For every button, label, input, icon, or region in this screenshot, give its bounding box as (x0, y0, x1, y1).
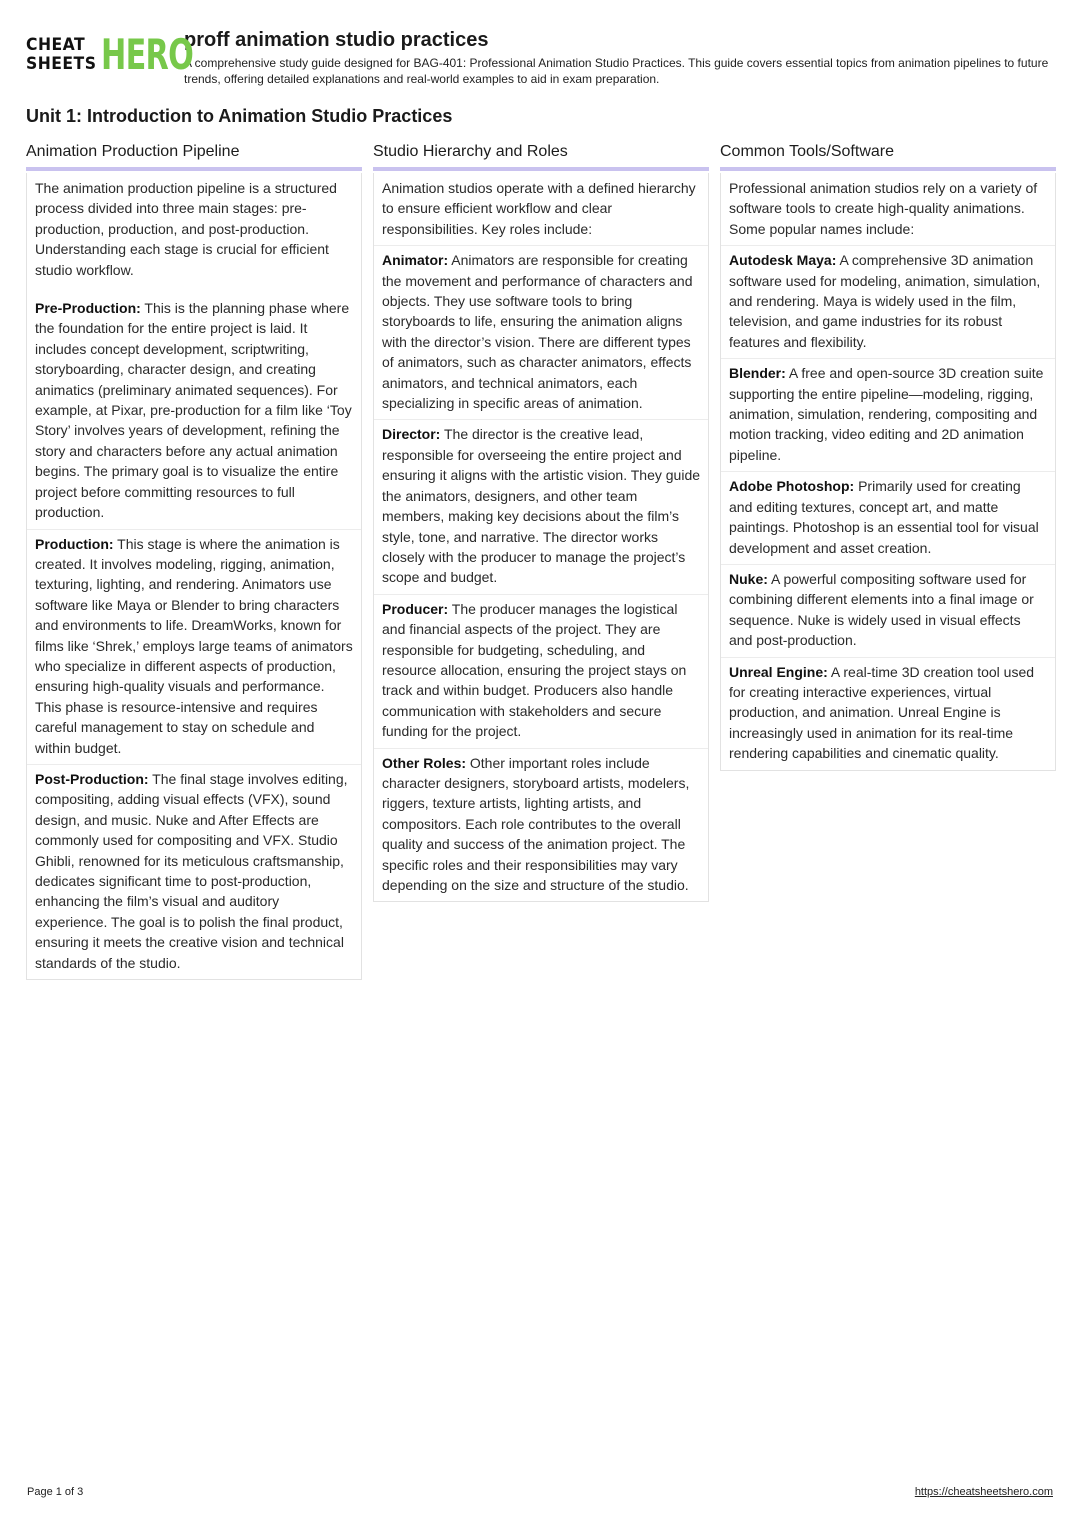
logo-text-sheets: SHEETS (26, 54, 97, 74)
columns (26, 141, 1056, 980)
page-description: A comprehensive study guide designed for BAG-401: Professional Animation Studio Practices. This guide covers essential topics from animation pipelines to future trends, offering detailed explanations and real-world examples to aid in exam preparation. (184, 56, 1049, 86)
section-intro: Animation studios operate with a defined hierarchy to ensure efficient workflow and clear responsibilities. Key roles include: (382, 180, 696, 237)
item-term: Blender: (729, 365, 786, 382)
section-item (27, 764, 361, 979)
section-item (374, 594, 708, 748)
logo-text-hero: HERO (100, 30, 193, 79)
cheatsheetshero-logo[interactable] (26, 28, 193, 82)
column-heading: Studio Hierarchy and Roles (373, 141, 709, 171)
item-term: Production: (35, 535, 114, 552)
item-text: The producer manages the logistical and financial aspects of the project. They are responsible for budgeting, scheduling, and resource allocation, ensuring the project stays on track and within budget. Producers also handle communication with stakeholders and secure funding for the project. (382, 600, 687, 740)
logo-text-cheat: CHEAT (26, 35, 86, 55)
item-term: Nuke: (729, 570, 768, 587)
item-term: Other Roles: (382, 754, 467, 771)
section-item (721, 245, 1055, 358)
item-text: A free and open-source 3D creation suite supporting the entire pipeline—modeling, rigging, animation, simulation, rendering, compositing and motion tracking, video editing and 2D animation pipeline. (729, 365, 1044, 463)
page-title: proff animation studio practices (184, 29, 489, 51)
column-heading: Common Tools/Software (720, 141, 1056, 171)
section-item (721, 564, 1055, 657)
column-hierarchy (373, 141, 709, 902)
header-text (184, 28, 1056, 87)
page-header (26, 28, 1056, 87)
item-term: Autodesk Maya: (729, 252, 837, 269)
item-text: A comprehensive 3D animation software used for modeling, animation, simulation, and rendering. Maya is widely used in the film, television, and game industries for its robust features and flexibility. (729, 252, 1041, 350)
item-text: A powerful compositing software used for combining different elements into a final image or sequence. Nuke is widely used in visual effects and post-production. (729, 570, 1034, 649)
item-term: Pre-Production: (35, 300, 141, 317)
section-item (721, 657, 1055, 770)
column-heading: Animation Production Pipeline (26, 141, 362, 171)
section-item (374, 748, 708, 902)
column-tools (720, 141, 1056, 771)
item-term: Animator: (382, 252, 449, 269)
item-text: The final stage involves editing, compositing, adding visual effects (VFX), sound design, and music. Nuke and After Effects are commonly used for compositing and VFX. Studio Ghibli, renowned for its meticulous craftsmanship, dedicates significant time to post-production, enhancing the film’s visual and auditory experience. The goal is to polish the final product, ensuring it meets the creative vision and technical standards of the studio. (35, 770, 348, 971)
section-intro: Professional animation studios rely on a variety of software tools to create high-quality animations. Some popular names include: (729, 180, 1038, 237)
item-term: Unreal Engine: (729, 663, 828, 680)
item-term: Producer: (382, 600, 449, 617)
section-item (27, 286, 361, 528)
item-text: This is the planning phase where the foundation for the entire project is laid. It includes concept development, scriptwriting, storyboarding, character design, and creating animatics (preliminary animated sequences). For example, at Pixar, pre-production for a film like ‘Toy Story’ involves years of development, refining the story and characters before any actual animation begins. The primary goal is to visualize the entire project before committing resources to full production. (35, 300, 352, 521)
section-item (721, 471, 1055, 564)
site-link[interactable]: https://cheatsheetshero.com (914, 1486, 1053, 1498)
item-term: Adobe Photoshop: (729, 478, 855, 495)
section-item (374, 245, 708, 419)
unit-title: Unit 1: Introduction to Animation Studio Practices (26, 106, 453, 126)
item-text: This stage is where the animation is created. It involves modeling, rigging, animation, texturing, lighting, and rendering. Animators use software like Maya or Blender to bring characters and environments to life. DreamWorks, known for films like ‘Shrek,’ employs large teams of animators who specialize in different aspects of production, ensuring high-quality visuals and performance. This phase is resource-intensive and requires careful management to stay on schedule and within budget. (35, 535, 353, 756)
item-text: Primarily used for creating and editing textures, concept art, and matte paintings. Photoshop is an essential tool for visual development and asset creation. (729, 478, 1039, 556)
section-card (720, 173, 1056, 771)
section-item (721, 358, 1055, 471)
item-term: Post-Production: (35, 770, 149, 787)
item-text: Animators are responsible for creating the movement and performance of characters and objects. They use software tools to bring storyboards to life, ensuring the animation aligns with the director’s vision. There are different types of animators, such as character animators, effects animators, and technical animators, each specializing in specific areas of animation. (382, 252, 693, 412)
item-text: Other important roles include character designers, storyboard artists, modelers, riggers, texture artists, lighting artists, and compositors. Each role contributes to the overall quality and success of the animation project. The specific roles and their responsibilities may vary depending on the size and structure of the studio. (382, 754, 690, 893)
section-card (26, 173, 362, 980)
column-pipeline (26, 141, 362, 980)
item-text: The director is the creative lead, responsible for overseeing the entire project and ensuring it aligns with the artistic vision. They guide the animators, designers, and other team members, making key decisions about the film’s style, tone, and narrative. The director works closely with the producer to manage the project’s scope and budget. (382, 426, 701, 586)
section-item (27, 529, 361, 764)
logo-wordmark-left (26, 36, 96, 74)
section-intro: The animation production pipeline is a structured process divided into three main stages: pre-production, production, and post-production. Understanding each stage is crucial for efficient studio workflow. (35, 180, 337, 278)
item-text: A real-time 3D creation tool used for creating interactive experiences, virtual production, and animation. Unreal Engine is increasingly used in animation for its real-time rendering capabilities and cinematic quality. (729, 663, 1035, 762)
page-number: Page 1 of 3 (27, 1486, 84, 1498)
section-item (374, 419, 708, 593)
section-card (373, 173, 709, 902)
item-term: Director: (382, 426, 441, 443)
